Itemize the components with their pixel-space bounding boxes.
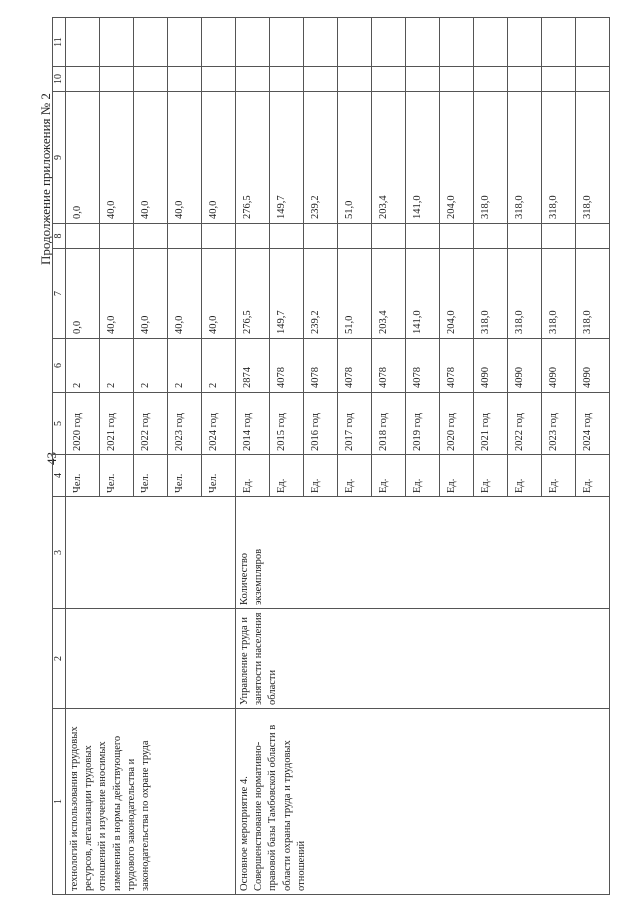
value-cell-c6: 4078	[270, 339, 304, 393]
unit-cell: Чел.	[134, 455, 168, 497]
unit-cell: Ед.	[338, 455, 372, 497]
value-cell-c8	[236, 224, 270, 249]
column-number-header: 10	[53, 67, 66, 92]
value-cell-c7: 40,0	[168, 249, 202, 339]
unit-cell: Ед.	[474, 455, 508, 497]
value-cell-c7: 40,0	[202, 249, 236, 339]
unit-cell: Ед.	[372, 455, 406, 497]
year-cell: 2024 год	[202, 393, 236, 455]
value-cell-c7: 0,0	[66, 249, 100, 339]
value-cell-c7: 141,0	[406, 249, 440, 339]
value-cell-c6: 2	[168, 339, 202, 393]
value-cell-c11	[338, 18, 372, 67]
value-cell-c6: 4090	[542, 339, 576, 393]
indicator-name-cell: Количество экземпляров	[236, 497, 610, 609]
year-cell: 2017 год	[338, 393, 372, 455]
value-cell-c9: 276,5	[236, 92, 270, 224]
value-cell-c10	[100, 67, 134, 92]
value-cell-c7: 204,0	[440, 249, 474, 339]
value-cell-c10	[236, 67, 270, 92]
column-number-header: 4	[53, 455, 66, 497]
column-number-header: 11	[53, 18, 66, 67]
value-cell-c9: 141,0	[406, 92, 440, 224]
value-cell-c8	[304, 224, 338, 249]
value-cell-c8	[440, 224, 474, 249]
value-cell-c8	[576, 224, 610, 249]
unit-cell: Ед.	[304, 455, 338, 497]
value-cell-c7: 318,0	[542, 249, 576, 339]
value-cell-c10	[440, 67, 474, 92]
value-cell-c9: 204,0	[440, 92, 474, 224]
value-cell-c11	[66, 18, 100, 67]
value-cell-c7: 318,0	[508, 249, 542, 339]
unit-cell: Чел.	[168, 455, 202, 497]
value-cell-c7: 51,0	[338, 249, 372, 339]
value-cell-c11	[372, 18, 406, 67]
unit-cell: Ед.	[406, 455, 440, 497]
value-cell-c11	[270, 18, 304, 67]
value-cell-c9: 51,0	[338, 92, 372, 224]
value-cell-c10	[406, 67, 440, 92]
value-cell-c8	[134, 224, 168, 249]
value-cell-c11	[406, 18, 440, 67]
value-cell-c6: 4078	[440, 339, 474, 393]
value-cell-c8	[542, 224, 576, 249]
unit-cell: Чел.	[100, 455, 134, 497]
value-cell-c6: 4078	[338, 339, 372, 393]
value-cell-c8	[474, 224, 508, 249]
value-cell-c10	[576, 67, 610, 92]
value-cell-c10	[542, 67, 576, 92]
value-cell-c8	[100, 224, 134, 249]
value-cell-c6: 2	[100, 339, 134, 393]
year-cell: 2022 год	[508, 393, 542, 455]
value-cell-c9: 40,0	[100, 92, 134, 224]
value-cell-c11	[542, 18, 576, 67]
value-cell-c9: 318,0	[508, 92, 542, 224]
column-number-header: 5	[53, 393, 66, 455]
value-cell-c6: 2	[202, 339, 236, 393]
value-cell-c7: 276,5	[236, 249, 270, 339]
value-cell-c9: 318,0	[542, 92, 576, 224]
value-cell-c8	[168, 224, 202, 249]
value-cell-c11	[576, 18, 610, 67]
value-cell-c10	[372, 67, 406, 92]
value-cell-c6: 4078	[304, 339, 338, 393]
value-cell-c6: 4090	[576, 339, 610, 393]
value-cell-c6: 4078	[372, 339, 406, 393]
column-number-header: 7	[53, 249, 66, 339]
program-table	[52, 17, 610, 895]
unit-cell: Ед.	[508, 455, 542, 497]
value-cell-c6: 2	[66, 339, 100, 393]
value-cell-c10	[66, 67, 100, 92]
year-cell: 2019 год	[406, 393, 440, 455]
value-cell-c11	[440, 18, 474, 67]
page-number: 43	[44, 452, 59, 465]
year-cell: 2023 год	[168, 393, 202, 455]
value-cell-c9: 203,4	[372, 92, 406, 224]
value-cell-c10	[508, 67, 542, 92]
responsible-executor-cell	[66, 609, 236, 709]
value-cell-c10	[270, 67, 304, 92]
value-cell-c9: 239,2	[304, 92, 338, 224]
value-cell-c11	[134, 18, 168, 67]
column-number-header: 8	[53, 224, 66, 249]
year-cell: 2021 год	[474, 393, 508, 455]
column-number-header: 6	[53, 339, 66, 393]
value-cell-c7: 40,0	[100, 249, 134, 339]
value-cell-c11	[508, 18, 542, 67]
value-cell-c11	[168, 18, 202, 67]
value-cell-c11	[236, 18, 270, 67]
value-cell-c11	[304, 18, 338, 67]
column-number-header: 2	[53, 609, 66, 709]
value-cell-c9: 318,0	[576, 92, 610, 224]
value-cell-c9: 318,0	[474, 92, 508, 224]
value-cell-c7: 318,0	[474, 249, 508, 339]
table-row	[66, 18, 100, 895]
responsible-executor-cell: Управление труда и занятости населения области	[236, 609, 610, 709]
unit-cell: Ед.	[542, 455, 576, 497]
table-header-row	[53, 18, 66, 895]
unit-cell: Чел.	[202, 455, 236, 497]
value-cell-c10	[338, 67, 372, 92]
value-cell-c8	[338, 224, 372, 249]
year-cell: 2015 год	[270, 393, 304, 455]
value-cell-c9: 40,0	[134, 92, 168, 224]
indicator-name-cell	[66, 497, 236, 609]
activity-name-cell: Основное мероприятие 4. Совершенствование нормативно-правовой базы Тамбовской области в области охраны труда и трудовых отношений	[236, 709, 610, 895]
year-cell: 2020 год	[440, 393, 474, 455]
value-cell-c8	[202, 224, 236, 249]
value-cell-c8	[372, 224, 406, 249]
value-cell-c9: 40,0	[202, 92, 236, 224]
value-cell-c10	[202, 67, 236, 92]
year-cell: 2018 год	[372, 393, 406, 455]
value-cell-c10	[474, 67, 508, 92]
value-cell-c8	[508, 224, 542, 249]
year-cell: 2024 год	[576, 393, 610, 455]
value-cell-c8	[270, 224, 304, 249]
unit-cell: Ед.	[236, 455, 270, 497]
value-cell-c11	[100, 18, 134, 67]
value-cell-c6: 4090	[508, 339, 542, 393]
value-cell-c10	[134, 67, 168, 92]
value-cell-c7: 239,2	[304, 249, 338, 339]
value-cell-c6: 2874	[236, 339, 270, 393]
value-cell-c9: 149,7	[270, 92, 304, 224]
year-cell: 2016 год	[304, 393, 338, 455]
appendix-continuation-label: Продолжение приложения № 2	[38, 93, 53, 265]
year-cell: 2014 год	[236, 393, 270, 455]
value-cell-c11	[474, 18, 508, 67]
year-cell: 2023 год	[542, 393, 576, 455]
value-cell-c7: 318,0	[576, 249, 610, 339]
value-cell-c7: 149,7	[270, 249, 304, 339]
year-cell: 2020 год	[66, 393, 100, 455]
value-cell-c8	[66, 224, 100, 249]
year-cell: 2022 год	[134, 393, 168, 455]
value-cell-c7: 40,0	[134, 249, 168, 339]
unit-cell: Чел.	[66, 455, 100, 497]
value-cell-c6: 4078	[406, 339, 440, 393]
value-cell-c7: 203,4	[372, 249, 406, 339]
year-cell: 2021 год	[100, 393, 134, 455]
activity-name-cell: технологий использования трудовых ресурсов, легализации трудовых отношений и изучение вносимых изменений в нормы действующего трудового законодательства и законодательства по охране труда	[66, 709, 236, 895]
unit-cell: Ед.	[576, 455, 610, 497]
value-cell-c9: 0,0	[66, 92, 100, 224]
column-number-header: 3	[53, 497, 66, 609]
value-cell-c9: 40,0	[168, 92, 202, 224]
value-cell-c8	[406, 224, 440, 249]
column-number-header: 9	[53, 92, 66, 224]
value-cell-c10	[304, 67, 338, 92]
table-row	[236, 18, 270, 895]
value-cell-c6: 2	[134, 339, 168, 393]
unit-cell: Ед.	[270, 455, 304, 497]
value-cell-c10	[168, 67, 202, 92]
unit-cell: Ед.	[440, 455, 474, 497]
value-cell-c6: 4090	[474, 339, 508, 393]
column-number-header: 1	[53, 709, 66, 895]
value-cell-c11	[202, 18, 236, 67]
